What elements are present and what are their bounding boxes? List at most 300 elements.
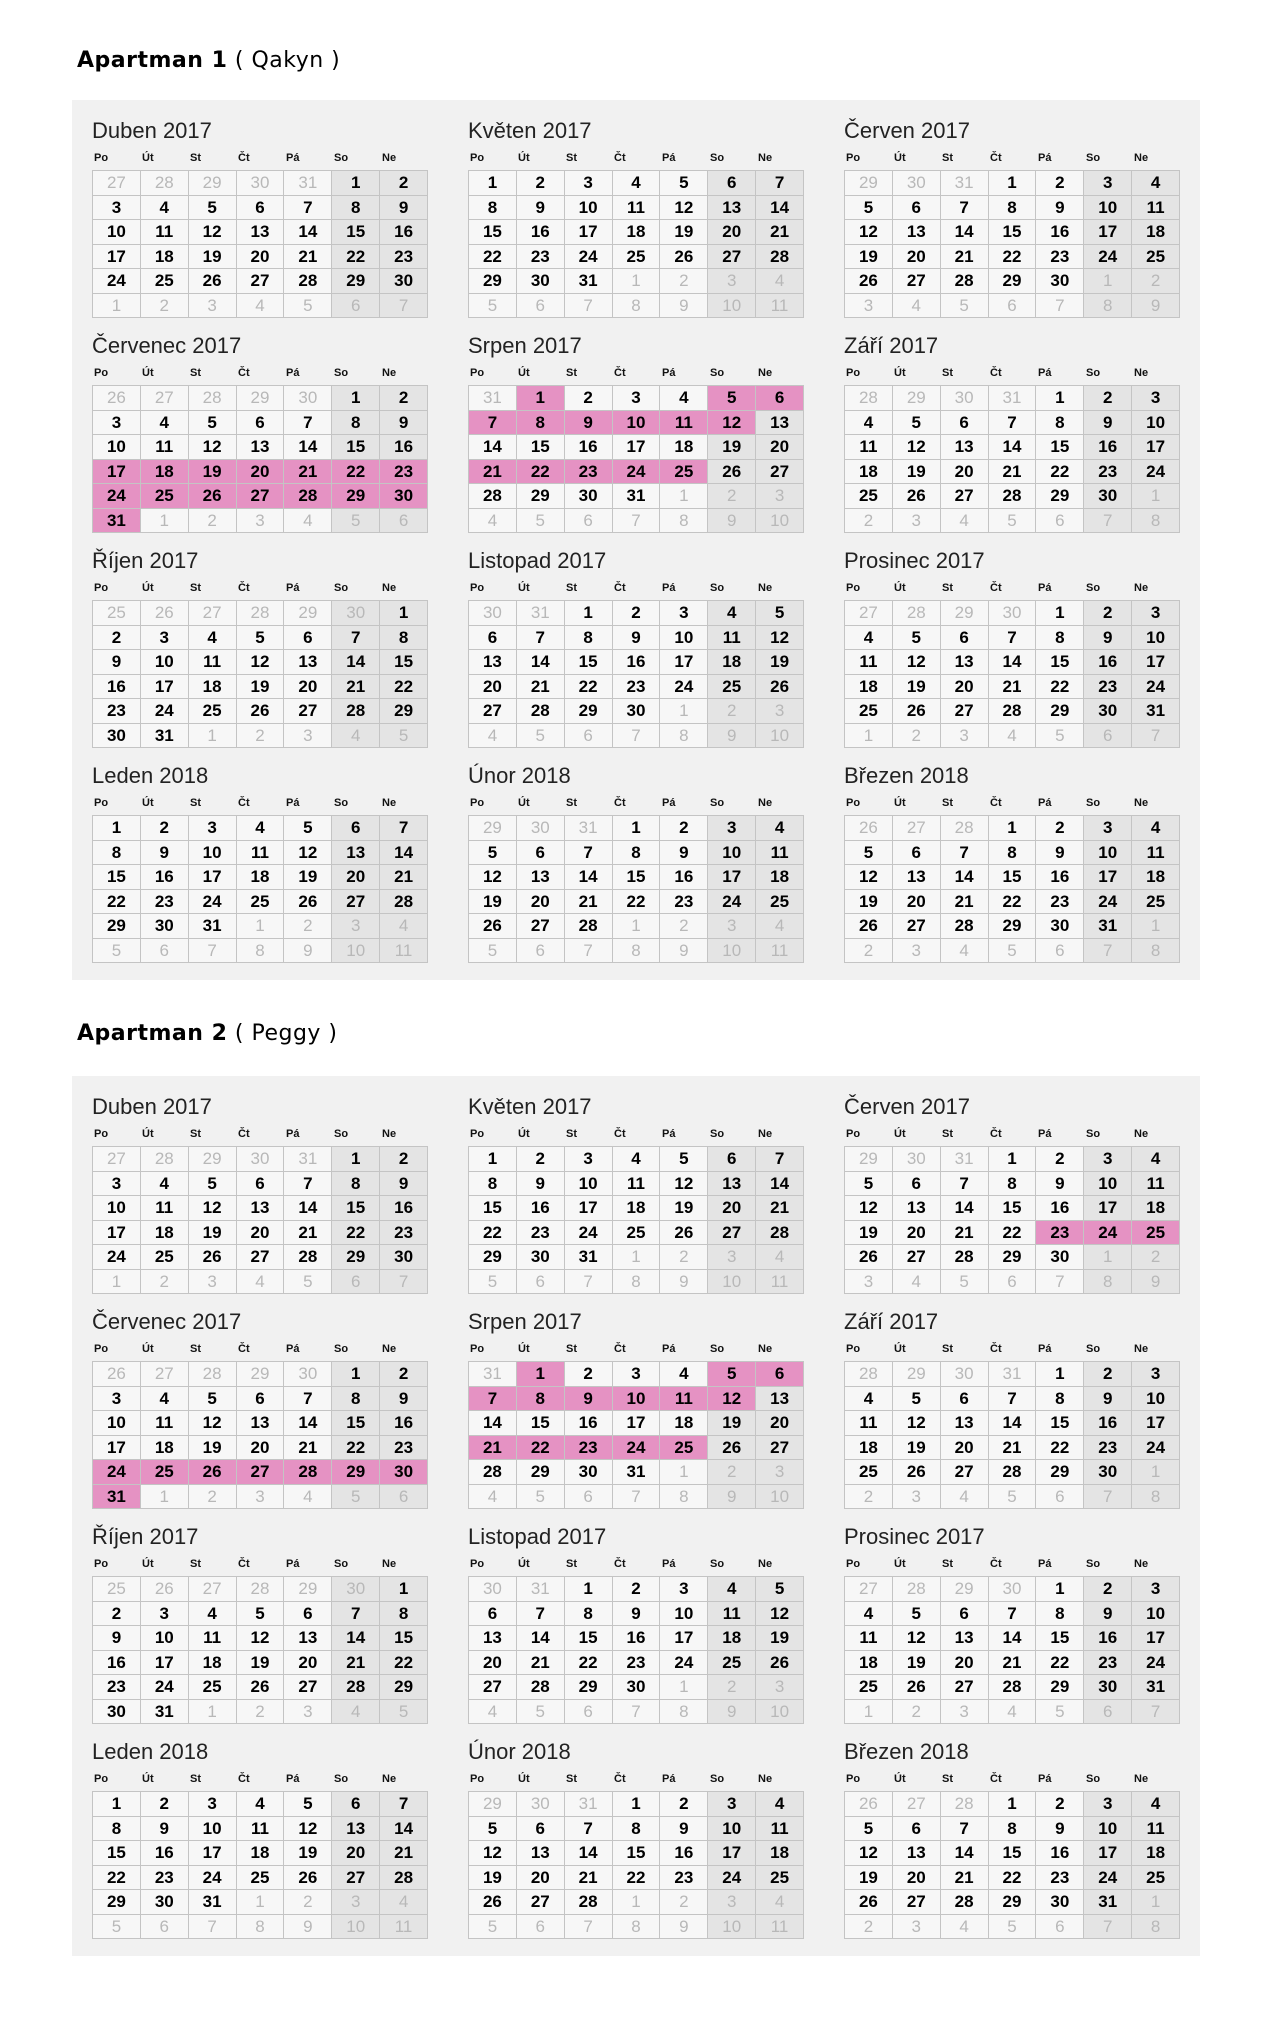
day-cell[interactable]: 23 — [1036, 890, 1084, 915]
day-cell-adjacent-month[interactable]: 1 — [141, 1485, 189, 1510]
day-cell-adjacent-month[interactable]: 3 — [756, 1460, 804, 1485]
day-cell[interactable]: 6 — [517, 841, 565, 866]
day-cell[interactable]: 16 — [380, 435, 428, 460]
day-cell[interactable]: 18 — [141, 1221, 189, 1246]
day-cell[interactable]: 13 — [284, 650, 332, 675]
day-cell[interactable]: 15 — [565, 1626, 613, 1651]
day-cell[interactable]: 11 — [189, 650, 237, 675]
day-cell[interactable]: 7 — [989, 1602, 1037, 1627]
day-cell[interactable]: 18 — [141, 1436, 189, 1461]
day-cell-adjacent-month[interactable]: 31 — [469, 1362, 517, 1387]
day-cell[interactable]: 22 — [1036, 675, 1084, 700]
day-cell[interactable]: 29 — [380, 699, 428, 724]
day-cell[interactable]: 27 — [237, 1245, 285, 1270]
day-cell-booked[interactable]: 22 — [332, 460, 380, 485]
day-cell-booked[interactable]: 21 — [284, 460, 332, 485]
day-cell-booked[interactable]: 11 — [660, 1387, 708, 1412]
day-cell-adjacent-month[interactable]: 26 — [845, 816, 893, 841]
day-cell-adjacent-month[interactable]: 1 — [613, 269, 661, 294]
day-cell[interactable]: 16 — [565, 435, 613, 460]
day-cell[interactable]: 20 — [893, 245, 941, 270]
day-cell[interactable]: 13 — [941, 1411, 989, 1436]
day-cell[interactable]: 18 — [845, 675, 893, 700]
day-cell[interactable]: 5 — [189, 196, 237, 221]
day-cell[interactable]: 4 — [1132, 1147, 1180, 1172]
day-cell[interactable]: 3 — [660, 1577, 708, 1602]
day-cell-adjacent-month[interactable]: 2 — [845, 1485, 893, 1510]
day-cell[interactable]: 2 — [1036, 816, 1084, 841]
day-cell[interactable]: 3 — [1132, 601, 1180, 626]
day-cell[interactable]: 3 — [1084, 1147, 1132, 1172]
day-cell[interactable]: 26 — [845, 914, 893, 939]
day-cell[interactable]: 24 — [1132, 1436, 1180, 1461]
day-cell-adjacent-month[interactable]: 6 — [989, 1270, 1037, 1295]
day-cell-adjacent-month[interactable]: 9 — [660, 1915, 708, 1940]
day-cell[interactable]: 17 — [565, 220, 613, 245]
day-cell-adjacent-month[interactable]: 6 — [1036, 1485, 1084, 1510]
day-cell-adjacent-month[interactable]: 5 — [1036, 724, 1084, 749]
day-cell-adjacent-month[interactable]: 9 — [284, 1915, 332, 1940]
day-cell[interactable]: 15 — [380, 1626, 428, 1651]
day-cell[interactable]: 9 — [1036, 196, 1084, 221]
day-cell[interactable]: 21 — [756, 1196, 804, 1221]
day-cell[interactable]: 26 — [893, 484, 941, 509]
day-cell[interactable]: 20 — [517, 890, 565, 915]
day-cell-adjacent-month[interactable]: 29 — [469, 1792, 517, 1817]
day-cell[interactable]: 10 — [1132, 411, 1180, 436]
day-cell[interactable]: 9 — [380, 411, 428, 436]
day-cell[interactable]: 5 — [756, 1577, 804, 1602]
day-cell[interactable]: 29 — [565, 1675, 613, 1700]
day-cell[interactable]: 1 — [469, 1147, 517, 1172]
day-cell-adjacent-month[interactable]: 3 — [756, 484, 804, 509]
day-cell[interactable]: 21 — [989, 1436, 1037, 1461]
day-cell[interactable]: 8 — [332, 1172, 380, 1197]
day-cell[interactable]: 16 — [1084, 1626, 1132, 1651]
day-cell-adjacent-month[interactable]: 27 — [141, 1362, 189, 1387]
day-cell[interactable]: 30 — [1036, 914, 1084, 939]
day-cell[interactable]: 21 — [756, 220, 804, 245]
day-cell-adjacent-month[interactable]: 7 — [565, 939, 613, 964]
day-cell-adjacent-month[interactable]: 8 — [660, 724, 708, 749]
day-cell-adjacent-month[interactable]: 10 — [756, 724, 804, 749]
day-cell[interactable]: 10 — [1084, 1172, 1132, 1197]
day-cell-adjacent-month[interactable]: 28 — [141, 1147, 189, 1172]
day-cell[interactable]: 3 — [141, 626, 189, 651]
day-cell[interactable]: 15 — [469, 1196, 517, 1221]
day-cell[interactable]: 5 — [237, 626, 285, 651]
day-cell[interactable]: 14 — [284, 1196, 332, 1221]
day-cell[interactable]: 8 — [93, 841, 141, 866]
day-cell[interactable]: 15 — [613, 865, 661, 890]
day-cell-adjacent-month[interactable]: 4 — [941, 939, 989, 964]
day-cell[interactable]: 19 — [756, 1626, 804, 1651]
day-cell-booked[interactable]: 9 — [565, 411, 613, 436]
day-cell[interactable]: 25 — [237, 890, 285, 915]
day-cell-adjacent-month[interactable]: 4 — [893, 1270, 941, 1295]
day-cell[interactable]: 13 — [756, 1387, 804, 1412]
day-cell-booked[interactable]: 7 — [469, 1387, 517, 1412]
day-cell[interactable]: 3 — [613, 386, 661, 411]
day-cell-adjacent-month[interactable]: 4 — [380, 1890, 428, 1915]
day-cell[interactable]: 24 — [189, 1866, 237, 1891]
day-cell[interactable]: 18 — [756, 865, 804, 890]
day-cell[interactable]: 17 — [1132, 1626, 1180, 1651]
day-cell[interactable]: 29 — [469, 269, 517, 294]
day-cell[interactable]: 31 — [1132, 1675, 1180, 1700]
day-cell[interactable]: 1 — [989, 1147, 1037, 1172]
day-cell[interactable]: 10 — [93, 220, 141, 245]
day-cell-adjacent-month[interactable]: 2 — [237, 724, 285, 749]
day-cell[interactable]: 12 — [893, 435, 941, 460]
day-cell[interactable]: 10 — [93, 435, 141, 460]
day-cell[interactable]: 18 — [189, 675, 237, 700]
day-cell[interactable]: 27 — [332, 1866, 380, 1891]
day-cell[interactable]: 28 — [284, 1245, 332, 1270]
day-cell-adjacent-month[interactable]: 4 — [989, 1700, 1037, 1725]
day-cell[interactable]: 1 — [1036, 601, 1084, 626]
day-cell-adjacent-month[interactable]: 1 — [237, 914, 285, 939]
day-cell-adjacent-month[interactable]: 2 — [189, 509, 237, 534]
day-cell[interactable]: 15 — [1036, 1626, 1084, 1651]
day-cell-adjacent-month[interactable]: 30 — [237, 1147, 285, 1172]
day-cell[interactable]: 11 — [237, 841, 285, 866]
day-cell[interactable]: 24 — [660, 675, 708, 700]
day-cell[interactable]: 25 — [845, 1460, 893, 1485]
day-cell[interactable]: 15 — [93, 865, 141, 890]
day-cell[interactable]: 30 — [517, 269, 565, 294]
day-cell[interactable]: 13 — [893, 1196, 941, 1221]
day-cell[interactable]: 14 — [565, 865, 613, 890]
day-cell[interactable]: 17 — [708, 1841, 756, 1866]
day-cell[interactable]: 30 — [1036, 1245, 1084, 1270]
day-cell-adjacent-month[interactable]: 30 — [332, 601, 380, 626]
day-cell-adjacent-month[interactable]: 29 — [893, 386, 941, 411]
day-cell[interactable]: 19 — [284, 865, 332, 890]
day-cell[interactable]: 24 — [93, 1245, 141, 1270]
day-cell-adjacent-month[interactable]: 2 — [708, 699, 756, 724]
day-cell[interactable]: 10 — [1132, 1387, 1180, 1412]
day-cell[interactable]: 7 — [565, 841, 613, 866]
day-cell[interactable]: 9 — [517, 196, 565, 221]
day-cell-booked[interactable]: 20 — [237, 460, 285, 485]
day-cell[interactable]: 9 — [141, 841, 189, 866]
day-cell-adjacent-month[interactable]: 29 — [941, 1577, 989, 1602]
day-cell-booked[interactable]: 27 — [237, 484, 285, 509]
day-cell-adjacent-month[interactable]: 11 — [756, 1270, 804, 1295]
day-cell[interactable]: 22 — [989, 245, 1037, 270]
day-cell[interactable]: 18 — [660, 435, 708, 460]
day-cell[interactable]: 9 — [660, 841, 708, 866]
day-cell[interactable]: 10 — [1084, 1817, 1132, 1842]
day-cell[interactable]: 8 — [989, 1817, 1037, 1842]
day-cell[interactable]: 2 — [380, 1147, 428, 1172]
day-cell-adjacent-month[interactable]: 28 — [845, 1362, 893, 1387]
day-cell[interactable]: 3 — [189, 1792, 237, 1817]
day-cell[interactable]: 15 — [332, 220, 380, 245]
day-cell[interactable]: 28 — [989, 699, 1037, 724]
day-cell[interactable]: 10 — [660, 1602, 708, 1627]
day-cell[interactable]: 10 — [1132, 626, 1180, 651]
day-cell-adjacent-month[interactable]: 31 — [941, 1147, 989, 1172]
day-cell[interactable]: 9 — [1084, 411, 1132, 436]
day-cell-adjacent-month[interactable]: 27 — [189, 601, 237, 626]
day-cell[interactable]: 19 — [708, 435, 756, 460]
day-cell-booked[interactable]: 5 — [708, 386, 756, 411]
day-cell-adjacent-month[interactable]: 3 — [708, 1890, 756, 1915]
day-cell-adjacent-month[interactable]: 29 — [941, 601, 989, 626]
day-cell[interactable]: 6 — [517, 1817, 565, 1842]
day-cell[interactable]: 10 — [93, 1411, 141, 1436]
day-cell-adjacent-month[interactable]: 26 — [93, 1362, 141, 1387]
day-cell[interactable]: 29 — [989, 269, 1037, 294]
day-cell[interactable]: 12 — [893, 650, 941, 675]
day-cell-adjacent-month[interactable]: 27 — [893, 816, 941, 841]
day-cell[interactable]: 28 — [380, 1866, 428, 1891]
day-cell[interactable]: 2 — [1084, 1577, 1132, 1602]
day-cell-adjacent-month[interactable]: 30 — [893, 171, 941, 196]
day-cell-adjacent-month[interactable]: 6 — [1084, 1700, 1132, 1725]
day-cell[interactable]: 10 — [189, 841, 237, 866]
day-cell[interactable]: 7 — [284, 411, 332, 436]
day-cell[interactable]: 13 — [517, 865, 565, 890]
day-cell-adjacent-month[interactable]: 31 — [565, 1792, 613, 1817]
day-cell[interactable]: 25 — [141, 269, 189, 294]
day-cell[interactable]: 14 — [941, 865, 989, 890]
day-cell[interactable]: 23 — [380, 1436, 428, 1461]
day-cell[interactable]: 12 — [756, 626, 804, 651]
day-cell[interactable]: 26 — [845, 1245, 893, 1270]
day-cell-adjacent-month[interactable]: 28 — [941, 816, 989, 841]
day-cell-booked[interactable]: 29 — [332, 1460, 380, 1485]
day-cell[interactable]: 9 — [380, 1172, 428, 1197]
day-cell[interactable]: 23 — [380, 245, 428, 270]
day-cell-adjacent-month[interactable]: 29 — [845, 171, 893, 196]
day-cell[interactable]: 5 — [845, 1172, 893, 1197]
day-cell[interactable]: 20 — [893, 1866, 941, 1891]
day-cell[interactable]: 31 — [565, 1245, 613, 1270]
day-cell[interactable]: 5 — [189, 1172, 237, 1197]
day-cell-adjacent-month[interactable]: 10 — [756, 1485, 804, 1510]
day-cell[interactable]: 24 — [1084, 1866, 1132, 1891]
day-cell[interactable]: 27 — [469, 1675, 517, 1700]
day-cell[interactable]: 29 — [93, 914, 141, 939]
day-cell[interactable]: 7 — [941, 1817, 989, 1842]
day-cell[interactable]: 23 — [1084, 1651, 1132, 1676]
day-cell[interactable]: 29 — [1036, 699, 1084, 724]
day-cell[interactable]: 6 — [893, 1817, 941, 1842]
day-cell-adjacent-month[interactable]: 7 — [380, 294, 428, 319]
day-cell[interactable]: 8 — [1036, 1602, 1084, 1627]
day-cell[interactable]: 3 — [660, 601, 708, 626]
day-cell[interactable]: 28 — [941, 1890, 989, 1915]
day-cell[interactable]: 23 — [380, 1221, 428, 1246]
day-cell[interactable]: 26 — [893, 1460, 941, 1485]
day-cell-adjacent-month[interactable]: 1 — [237, 1890, 285, 1915]
day-cell[interactable]: 11 — [613, 196, 661, 221]
day-cell[interactable]: 4 — [189, 626, 237, 651]
day-cell-adjacent-month[interactable]: 2 — [845, 509, 893, 534]
day-cell-adjacent-month[interactable]: 2 — [284, 1890, 332, 1915]
day-cell-adjacent-month[interactable]: 27 — [93, 1147, 141, 1172]
day-cell-adjacent-month[interactable]: 1 — [93, 1270, 141, 1295]
day-cell[interactable]: 19 — [893, 675, 941, 700]
day-cell[interactable]: 9 — [1036, 841, 1084, 866]
day-cell[interactable]: 19 — [189, 1436, 237, 1461]
day-cell[interactable]: 30 — [93, 1700, 141, 1725]
day-cell[interactable]: 16 — [1036, 1196, 1084, 1221]
day-cell-adjacent-month[interactable]: 8 — [613, 1915, 661, 1940]
day-cell[interactable]: 15 — [565, 650, 613, 675]
day-cell[interactable]: 20 — [893, 890, 941, 915]
day-cell[interactable]: 9 — [93, 650, 141, 675]
day-cell[interactable]: 22 — [380, 1651, 428, 1676]
day-cell[interactable]: 20 — [469, 1651, 517, 1676]
day-cell-adjacent-month[interactable]: 1 — [660, 1675, 708, 1700]
day-cell-adjacent-month[interactable]: 29 — [845, 1147, 893, 1172]
day-cell[interactable]: 24 — [141, 699, 189, 724]
day-cell[interactable]: 11 — [1132, 1172, 1180, 1197]
day-cell-booked[interactable]: 28 — [284, 1460, 332, 1485]
day-cell-adjacent-month[interactable]: 2 — [893, 724, 941, 749]
day-cell[interactable]: 22 — [565, 1651, 613, 1676]
day-cell-adjacent-month[interactable]: 28 — [893, 601, 941, 626]
day-cell-adjacent-month[interactable]: 4 — [380, 914, 428, 939]
day-cell[interactable]: 24 — [1132, 1651, 1180, 1676]
day-cell-adjacent-month[interactable]: 5 — [380, 724, 428, 749]
day-cell[interactable]: 7 — [332, 626, 380, 651]
day-cell[interactable]: 17 — [613, 435, 661, 460]
day-cell-adjacent-month[interactable]: 6 — [1084, 724, 1132, 749]
day-cell[interactable]: 17 — [1132, 1411, 1180, 1436]
day-cell[interactable]: 4 — [756, 1792, 804, 1817]
day-cell[interactable]: 6 — [893, 841, 941, 866]
day-cell-adjacent-month[interactable]: 1 — [660, 484, 708, 509]
day-cell[interactable]: 21 — [989, 460, 1037, 485]
day-cell[interactable]: 30 — [565, 1460, 613, 1485]
day-cell[interactable]: 11 — [141, 435, 189, 460]
day-cell[interactable]: 7 — [756, 1147, 804, 1172]
day-cell[interactable]: 6 — [469, 1602, 517, 1627]
day-cell[interactable]: 3 — [565, 171, 613, 196]
day-cell-adjacent-month[interactable]: 8 — [1132, 509, 1180, 534]
day-cell-adjacent-month[interactable]: 2 — [660, 1890, 708, 1915]
day-cell[interactable]: 26 — [660, 1221, 708, 1246]
day-cell-adjacent-month[interactable]: 6 — [1036, 939, 1084, 964]
day-cell[interactable]: 22 — [989, 1221, 1037, 1246]
day-cell[interactable]: 30 — [380, 269, 428, 294]
day-cell[interactable]: 19 — [189, 245, 237, 270]
day-cell-adjacent-month[interactable]: 7 — [1132, 724, 1180, 749]
day-cell[interactable]: 21 — [517, 1651, 565, 1676]
day-cell-adjacent-month[interactable]: 1 — [93, 294, 141, 319]
day-cell-adjacent-month[interactable]: 6 — [380, 509, 428, 534]
day-cell[interactable]: 29 — [469, 1245, 517, 1270]
day-cell[interactable]: 29 — [332, 1245, 380, 1270]
day-cell[interactable]: 7 — [380, 816, 428, 841]
day-cell-adjacent-month[interactable]: 1 — [189, 1700, 237, 1725]
day-cell-booked[interactable]: 24 — [93, 484, 141, 509]
day-cell-adjacent-month[interactable]: 30 — [284, 386, 332, 411]
day-cell[interactable]: 11 — [708, 1602, 756, 1627]
day-cell[interactable]: 28 — [517, 1675, 565, 1700]
day-cell[interactable]: 11 — [1132, 196, 1180, 221]
day-cell[interactable]: 19 — [893, 1651, 941, 1676]
day-cell[interactable]: 31 — [565, 269, 613, 294]
day-cell[interactable]: 26 — [893, 699, 941, 724]
day-cell[interactable]: 10 — [565, 196, 613, 221]
day-cell-adjacent-month[interactable]: 30 — [284, 1362, 332, 1387]
day-cell-adjacent-month[interactable]: 7 — [1084, 509, 1132, 534]
day-cell[interactable]: 28 — [989, 1460, 1037, 1485]
day-cell[interactable]: 1 — [1036, 1362, 1084, 1387]
day-cell[interactable]: 16 — [1036, 865, 1084, 890]
day-cell[interactable]: 13 — [941, 650, 989, 675]
day-cell[interactable]: 10 — [1132, 1602, 1180, 1627]
day-cell[interactable]: 8 — [469, 196, 517, 221]
day-cell[interactable]: 13 — [756, 411, 804, 436]
day-cell-adjacent-month[interactable]: 6 — [565, 509, 613, 534]
day-cell-adjacent-month[interactable]: 7 — [1084, 939, 1132, 964]
day-cell[interactable]: 24 — [565, 1221, 613, 1246]
day-cell[interactable]: 19 — [660, 220, 708, 245]
day-cell[interactable]: 13 — [237, 220, 285, 245]
day-cell[interactable]: 5 — [189, 1387, 237, 1412]
day-cell[interactable]: 12 — [845, 1841, 893, 1866]
day-cell[interactable]: 13 — [893, 1841, 941, 1866]
day-cell[interactable]: 29 — [565, 699, 613, 724]
day-cell[interactable]: 7 — [284, 1172, 332, 1197]
day-cell[interactable]: 17 — [613, 1411, 661, 1436]
day-cell-adjacent-month[interactable]: 1 — [1084, 1245, 1132, 1270]
day-cell[interactable]: 3 — [141, 1602, 189, 1627]
day-cell[interactable]: 20 — [708, 1196, 756, 1221]
day-cell-adjacent-month[interactable]: 6 — [141, 939, 189, 964]
day-cell[interactable]: 29 — [989, 1890, 1037, 1915]
day-cell[interactable]: 27 — [284, 699, 332, 724]
day-cell[interactable]: 12 — [189, 435, 237, 460]
day-cell-adjacent-month[interactable]: 8 — [660, 1700, 708, 1725]
day-cell[interactable]: 31 — [189, 914, 237, 939]
day-cell-adjacent-month[interactable]: 4 — [941, 1485, 989, 1510]
day-cell[interactable]: 16 — [613, 650, 661, 675]
day-cell-adjacent-month[interactable]: 28 — [893, 1577, 941, 1602]
day-cell[interactable]: 18 — [708, 1626, 756, 1651]
day-cell[interactable]: 28 — [332, 1675, 380, 1700]
day-cell-booked[interactable]: 25 — [141, 1460, 189, 1485]
day-cell[interactable]: 18 — [1132, 865, 1180, 890]
day-cell[interactable]: 29 — [93, 1890, 141, 1915]
day-cell[interactable]: 28 — [941, 269, 989, 294]
day-cell[interactable]: 26 — [893, 1675, 941, 1700]
day-cell[interactable]: 17 — [708, 865, 756, 890]
day-cell-adjacent-month[interactable]: 3 — [332, 914, 380, 939]
day-cell-adjacent-month[interactable]: 5 — [517, 1485, 565, 1510]
day-cell-adjacent-month[interactable]: 2 — [660, 914, 708, 939]
day-cell[interactable]: 14 — [989, 435, 1037, 460]
day-cell[interactable]: 26 — [189, 269, 237, 294]
day-cell-booked[interactable]: 10 — [613, 411, 661, 436]
day-cell[interactable]: 11 — [708, 626, 756, 651]
day-cell[interactable]: 28 — [941, 914, 989, 939]
day-cell-adjacent-month[interactable]: 6 — [380, 1485, 428, 1510]
day-cell-adjacent-month[interactable]: 4 — [284, 509, 332, 534]
day-cell-adjacent-month[interactable]: 9 — [660, 1270, 708, 1295]
day-cell[interactable]: 3 — [565, 1147, 613, 1172]
day-cell[interactable]: 2 — [517, 1147, 565, 1172]
day-cell-booked[interactable]: 30 — [380, 484, 428, 509]
day-cell[interactable]: 30 — [93, 724, 141, 749]
